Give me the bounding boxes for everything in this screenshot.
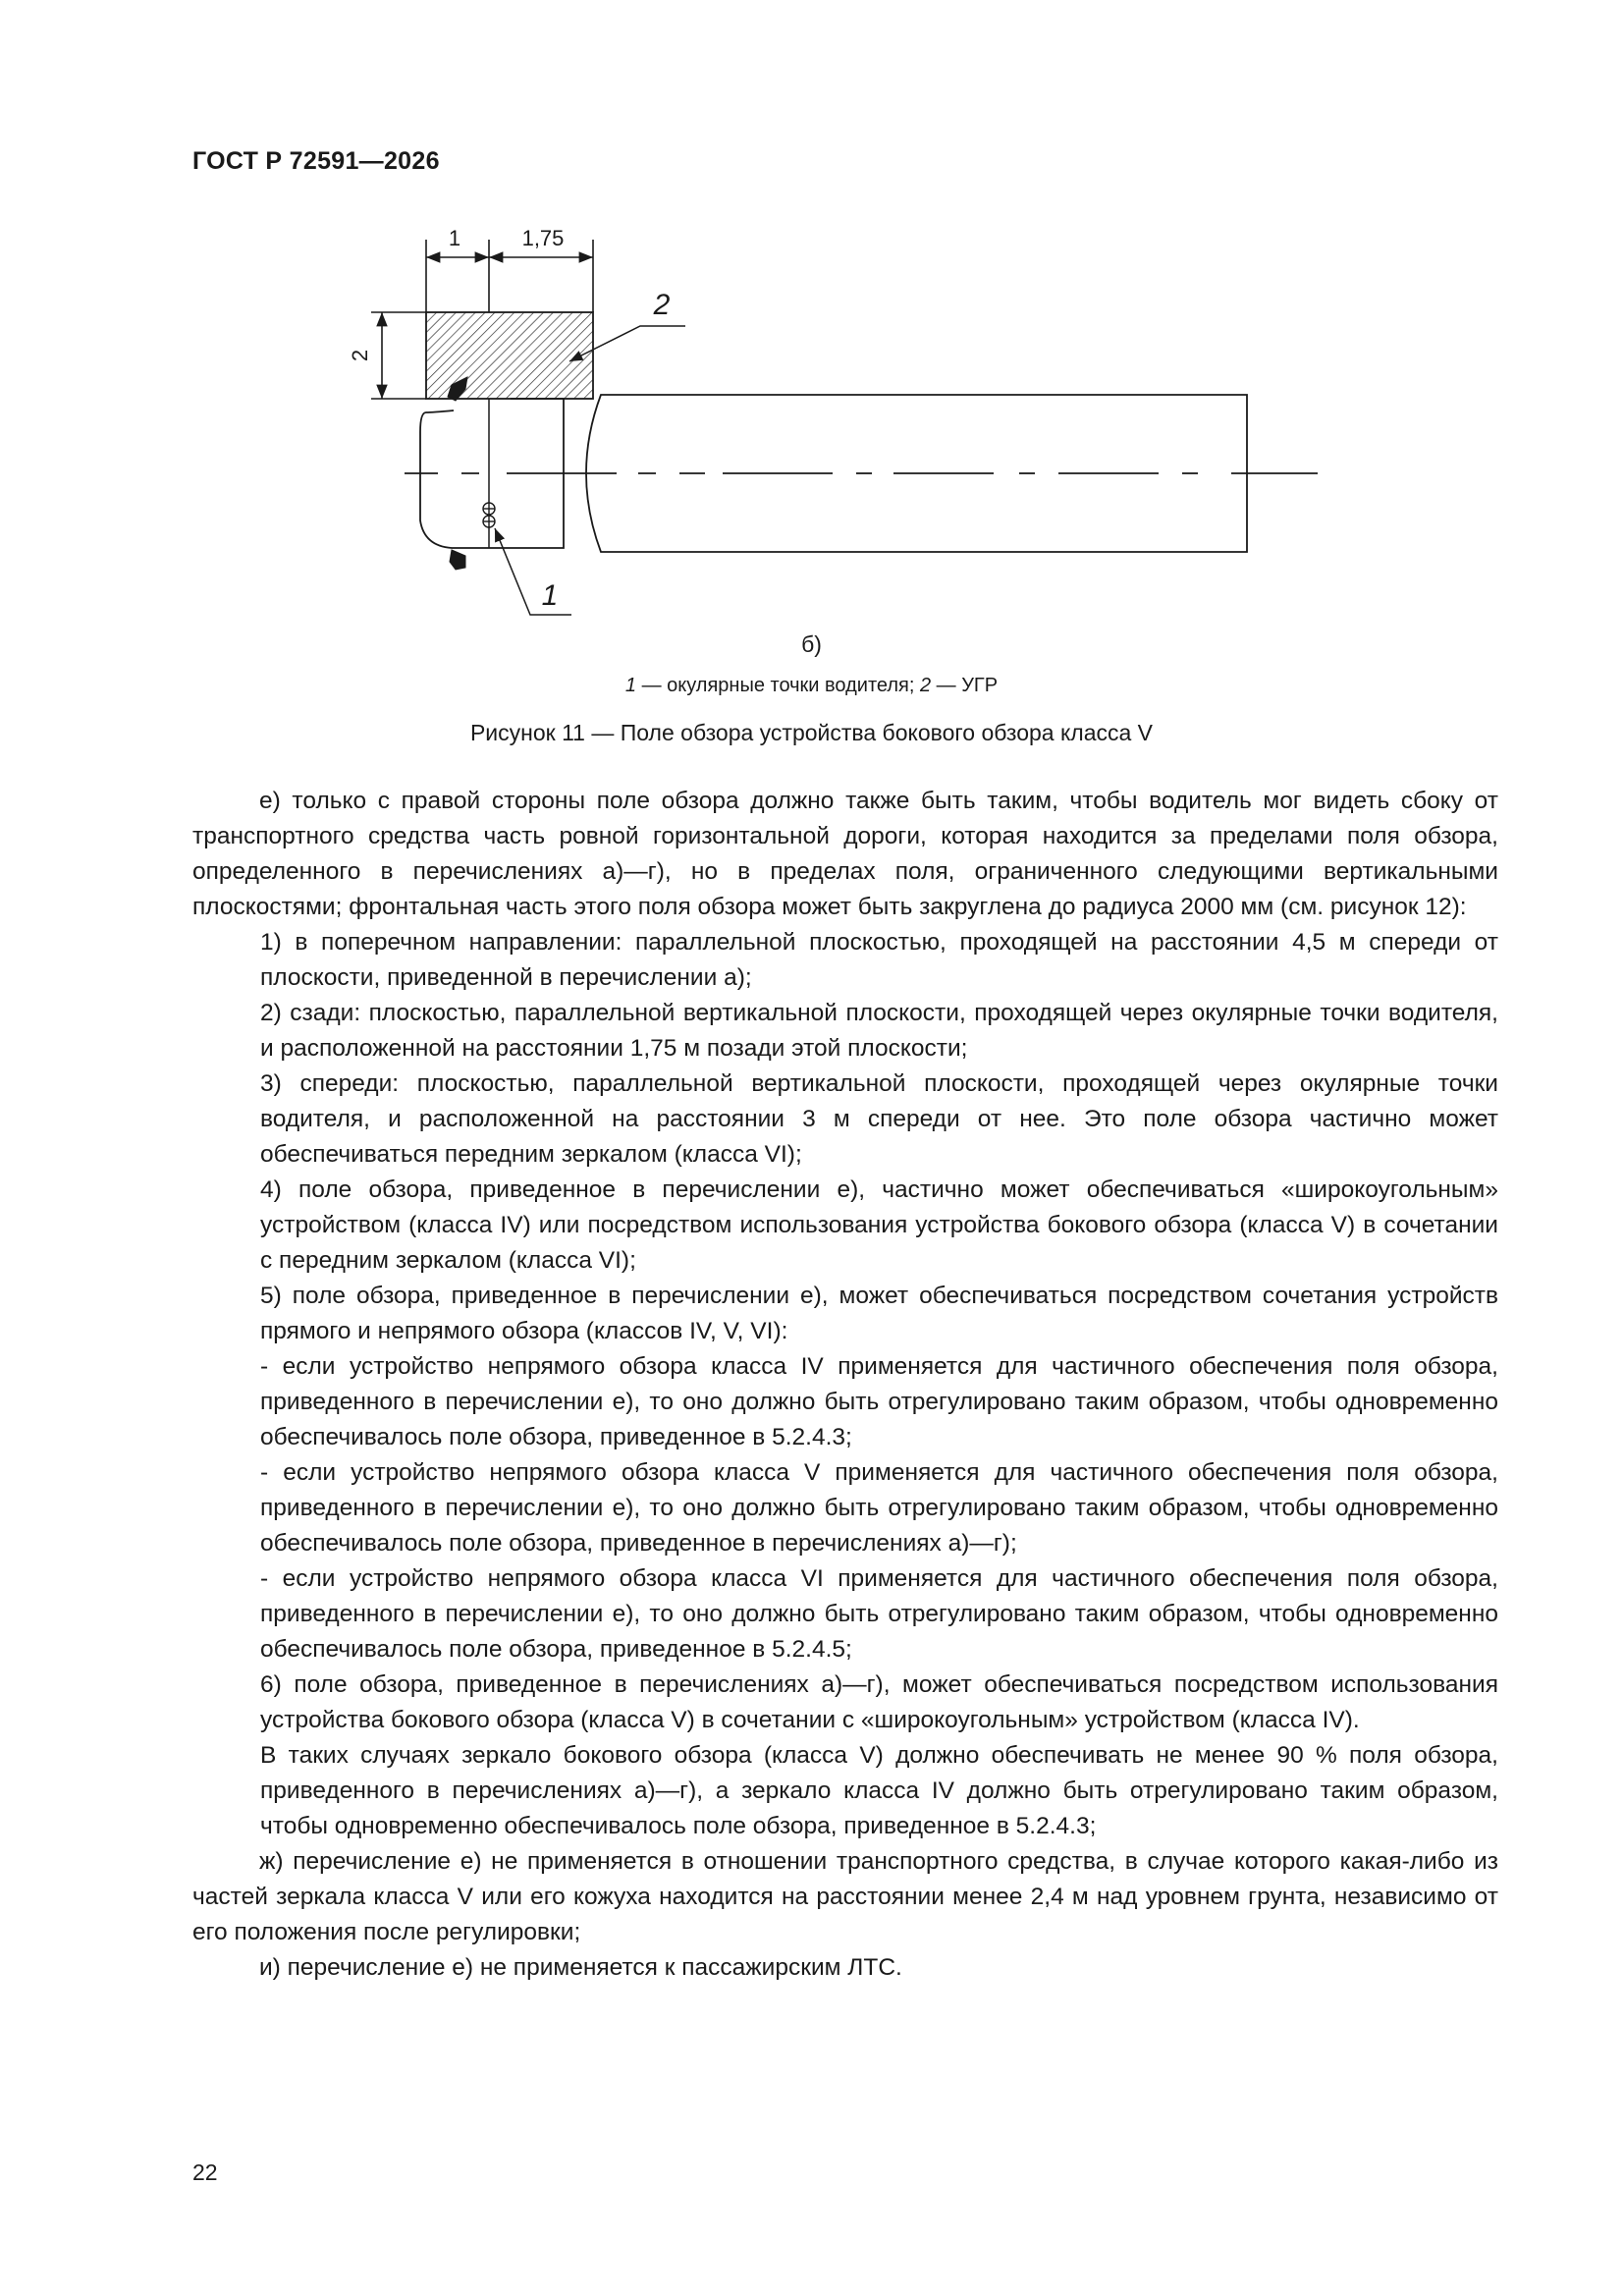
callout-2-label: 2 (653, 289, 671, 321)
dim-label-1: 1 (448, 226, 461, 250)
legend-text-1: — окулярные точки водителя; (636, 675, 920, 696)
item-5: 5) поле обзора, приведенное в перечислении е), может обеспечиваться посредством сочетания устройств прямого и непрямого обзора (классов IV, V, VI): (260, 1283, 1498, 1344)
dim-label-2: 2 (348, 349, 372, 362)
item-3: 3) спереди: плоскостью, параллельной вертикальной плоскости, проходящей через окулярные точки водителя, и расположенной на расстоянии 3 м спереди от нее. Это поле обзора частично может обеспечиваться передним зеркалом (класса VI); (260, 1070, 1498, 1168)
figure-sub-label: б) (801, 631, 822, 657)
dim-label-1-75: 1,75 (521, 226, 565, 250)
page-number: 22 (192, 2159, 218, 2185)
left-dimension-lines (371, 312, 426, 399)
figure-legend (0, 675, 1623, 697)
legend-num-1: 1 (624, 675, 637, 696)
item-2: 2) сзади: плоскостью, параллельной вертикальной плоскости, проходящей через окулярные точки водителя, и расположенной на расстоянии 1,75 м позади этой плоскости; (260, 1000, 1498, 1062)
paragraph-zh: ж) перечисление е) не применяется в отношении транспортного средства, в случае которого какая-либо из частей зеркала класса V или его кожуха находится на расстоянии менее 2,4 м над уровнем грунта, независимо от его положения после регулировки; (192, 1848, 1498, 1945)
paragraph-i: и) перечисление е) не применяется к пассажирским ЛТС. (259, 1954, 902, 1981)
item-4: 4) поле обзора, приведенное в перечислении е), частично может обеспечиваться «широкоугольным» устройством (класса IV) или посредством использования устройства бокового обзора (класса V) в сочетании с передним зеркалом (класса VI); (260, 1176, 1498, 1274)
legend-num-2: 2 (919, 675, 932, 696)
document-body (192, 784, 1498, 1986)
dash-item-3: - если устройство непрямого обзора класса VI применяется для частичного обеспечения поля обзора, приведенного в перечислении е), то оно должно быть отрегулировано таким образом, чтобы одновременно обеспечивалось поле обзора, приведенное в 5.2.4.5; (260, 1565, 1498, 1663)
dash-item-1: - если устройство непрямого обзора класса IV применяется для частичного обеспечения поля обзора, приведенного в перечислении е), то оно должно быть отрегулировано таким образом, чтобы одновременно обеспечивалось поле обзора, приведенное в 5.2.4.3; (260, 1353, 1498, 1450)
item-6: 6) поле обзора, приведенное в перечислениях а)—г), может обеспечиваться посредством использования устройства бокового обзора (класса V) в сочетании с «широкоугольным» устройством (класса IV). (260, 1671, 1498, 1733)
document-code: ГОСТ Р 72591—2026 (192, 147, 440, 175)
item-1: 1) в поперечном направлении: параллельной плоскостью, проходящей на расстоянии 4,5 м спереди от плоскости, приведенной в перечислении а); (260, 929, 1498, 991)
dash-item-2: - если устройство непрямого обзора класса V применяется для частичного обеспечения поля обзора, приведенного в перечислении е), то оно должно быть отрегулировано таким образом, чтобы одновременно обеспечивалось поле обзора, приведенное в перечислениях а)—г); (260, 1459, 1498, 1557)
item-6-note: В таких случаях зеркало бокового обзора (класса V) должно обеспечивать не менее 90 % поля обзора, приведенного в перечислениях а)—г), а зеркало класса IV должно быть отрегулировано таким образом, чтобы одновременно обеспечивалось поле обзора, приведенное в 5.2.4.3; (260, 1742, 1498, 1839)
callout-1-label: 1 (541, 579, 559, 612)
callout-1-leader (495, 528, 571, 615)
top-dimension-lines (426, 240, 593, 312)
legend-text-2: — УГР (931, 675, 999, 696)
figure-caption: Рисунок 11 — Поле обзора устройства бокового обзора класса V (469, 720, 1154, 745)
mirror-bottom (450, 550, 465, 570)
paragraph-e: е) только с правой стороны поле обзора должно также быть таким, чтобы водитель мог видеть сбоку от транспортного средства часть ровной горизонтальной дороги, которая находится за пределами поля обзора, определенного в перечислениях а)—г), но в пределах поля, ограниченного следующими вертикальными плоскостями; фронтальная часть этого поля обзора может быть закруглена до радиуса 2000 мм (см. рисунок 12): (192, 788, 1498, 920)
eye-points (483, 503, 495, 527)
